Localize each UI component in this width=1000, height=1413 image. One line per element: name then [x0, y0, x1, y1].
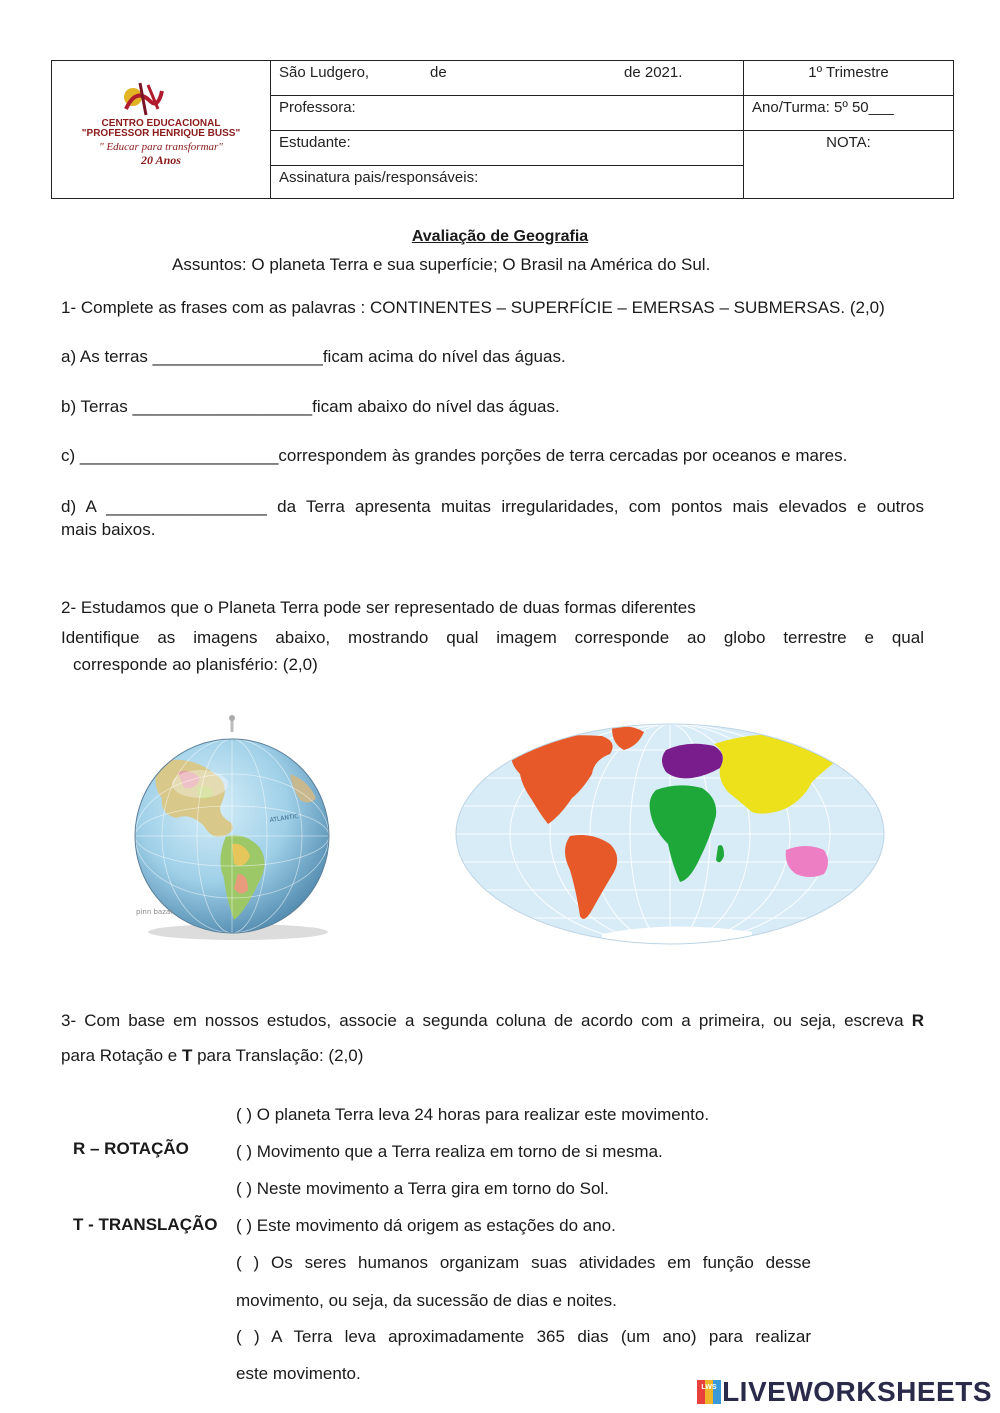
globe-image	[120, 714, 340, 944]
question-3-t-bold: T	[181, 1046, 193, 1065]
option-6-cont: este movimento.	[236, 1364, 361, 1383]
question-3-line2-a: para Rotação e	[61, 1046, 182, 1065]
option-2[interactable]: ( ) Movimento que a Terra realiza em torno de si mesma.	[236, 1142, 663, 1161]
question-2-line2: Identifique as imagens abaixo, mostrando qual imagem corresponde ao globo terrestre e qual	[61, 628, 924, 647]
question-3-line1-text: 3- Com base em nossos estudos, associe a segunda coluna de acordo com a primeira, ou seja, escreva	[61, 1011, 912, 1030]
divider	[270, 165, 743, 166]
question-1a: a) As terras __________________ficam acima do nível das águas.	[61, 347, 566, 366]
liveworksheets-logo: LIVEWORKSHEETS	[722, 1376, 992, 1407]
question-1d-cont: mais baixos.	[61, 520, 156, 539]
date-year: de 2021.	[624, 64, 683, 81]
trimester: 1º Trimestre	[808, 64, 889, 81]
option-3[interactable]: ( ) Neste movimento a Terra gira em torno do Sol.	[236, 1179, 609, 1198]
label-rotation: R – ROTAÇÃO	[73, 1139, 189, 1158]
world-map-image	[452, 720, 888, 948]
option-4[interactable]: ( ) Este movimento dá origem as estações do ano.	[236, 1216, 616, 1235]
question-3-line2	[61, 1046, 363, 1066]
option-5-cont: movimento, ou seja, da sucessão de dias e noites.	[236, 1291, 617, 1310]
question-1d: d) A _________________ da Terra apresenta muitas irregularidades, com pontos mais elevados e outros	[61, 497, 924, 516]
question-3-r-bold: R	[911, 1011, 924, 1030]
teacher-field: Professora:	[279, 99, 356, 116]
option-5[interactable]: ( ) Os seres humanos organizam suas atividades em função desse	[236, 1253, 811, 1272]
date-de: de	[430, 64, 447, 81]
option-6[interactable]: ( ) A Terra leva aproximadamente 365 dias (um ano) para realizar	[236, 1327, 811, 1346]
divider	[270, 130, 953, 131]
liveworksheets-badge	[697, 1380, 721, 1404]
question-1c: c) _____________________correspondem às grandes porções de terra cercadas por oceanos e mares.	[61, 446, 848, 465]
city-field: São Ludgero,	[279, 64, 370, 81]
school-name-2: "PROFESSOR HENRIQUE BUSS"	[81, 128, 241, 139]
grade-field: NOTA:	[826, 134, 871, 151]
school-name: CENTRO EDUCACIONAL	[101, 118, 221, 129]
school-emblem-icon	[118, 79, 168, 119]
class-field: Ano/Turma: 5º 50___	[752, 99, 894, 116]
subjects: Assuntos: O planeta Terra e sua superfície; O Brasil na América do Sul.	[172, 255, 711, 274]
school-logo	[52, 61, 270, 198]
label-translation: T - TRANSLAÇÃO	[73, 1215, 218, 1234]
student-field: Estudante:	[279, 134, 351, 151]
page-title: Avaliação de Geografia	[411, 228, 589, 245]
question-3-line2-b: para Translação: (2,0)	[192, 1046, 364, 1065]
question-3-line1	[61, 1009, 924, 1033]
school-motto: " Educar para transformar"	[99, 141, 223, 153]
question-1b: b) Terras ___________________ficam abaixo do nível das águas.	[61, 397, 560, 416]
signature-field: Assinatura pais/responsáveis:	[279, 169, 479, 186]
globe-caption: pinn bazar	[136, 908, 174, 916]
header-table	[51, 60, 954, 199]
option-1[interactable]: ( ) O planeta Terra leva 24 horas para realizar este movimento.	[236, 1105, 710, 1124]
question-2-line3: corresponde ao planisfério: (2,0)	[73, 655, 318, 674]
question-1-prompt: 1- Complete as frases com as palavras : CONTINENTES – SUPERFÍCIE – EMERSAS – SUBMERSAS. (2,0)	[61, 298, 885, 317]
question-2-line1: 2- Estudamos que o Planeta Terra pode ser representado de duas formas diferentes	[61, 598, 696, 617]
divider	[270, 95, 953, 96]
globe-ocean-label: ATLANTIC	[269, 813, 300, 824]
school-anniversary: 20 Anos	[141, 153, 181, 167]
badge-text: LWS	[697, 1380, 721, 1404]
